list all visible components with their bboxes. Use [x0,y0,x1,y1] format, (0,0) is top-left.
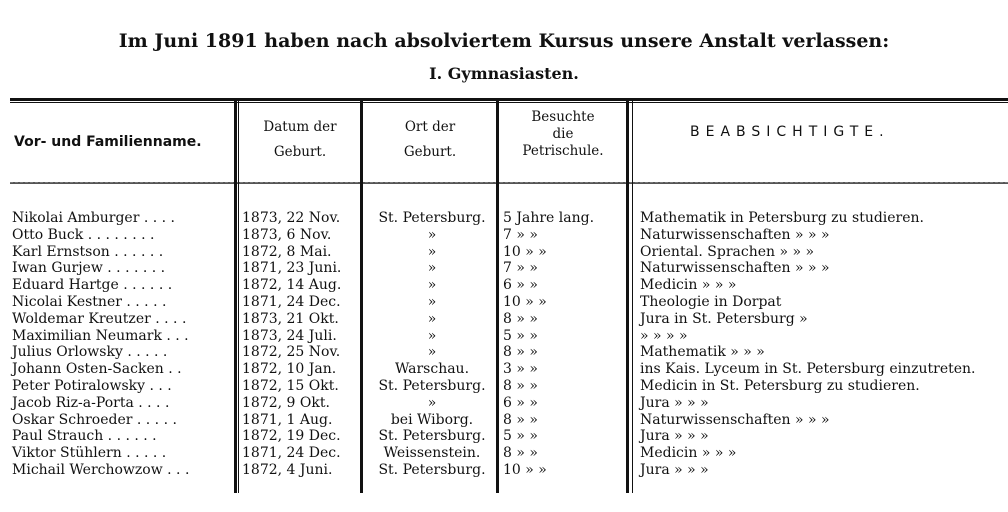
cell-birth-place: bei Wiborg. [390,411,474,428]
table-row [0,361,1008,378]
cell-birth-place: Warschau. [394,361,470,378]
cell-birth-date: 1872, 14 Aug. [242,277,342,294]
cell-birth-place: » [427,310,437,327]
cell-name: Viktor Stühlern . . . . . [12,445,167,462]
cell-name: Paul Strauch . . . . . . [12,428,157,445]
cell-birth-place: St. Petersburg. [378,210,486,226]
cell-birth-date: 1873, 22 Nov. [242,210,341,226]
cell-school-years: 7 » » [503,226,538,243]
cell-birth-date: 1872, 10 Jan. [242,361,337,378]
section-subtitle: I. Gymnasiasten. [429,64,579,83]
cell-school-years: 10 » » [503,243,547,260]
cell-name: Johann Osten-Sacken . . [12,361,182,378]
cell-birth-place: St. Petersburg. [378,377,486,394]
cell-school-years: 6 » » [503,277,538,294]
cell-school-years: 8 » » [503,411,538,428]
cell-intended-study: Medicin » » » [640,445,737,462]
cell-school-years: 3 » » [503,361,538,378]
cell-birth-place: » [427,226,437,243]
table-row [0,328,1008,345]
header-date-line1: Datum der [263,119,337,135]
header-date-line2: Geburt. [273,144,327,160]
table-top-rule [10,98,1008,101]
cell-intended-study: Medicin in St. Petersburg zu studieren. [640,377,920,394]
table-row [0,227,1008,244]
header-place [364,117,496,163]
cell-intended-study: Jura » » » [640,394,709,411]
cell-intended-study: » » » » [640,327,688,344]
cell-school-years: 5 » » [503,428,538,445]
cell-birth-date: 1873, 6 Nov. [242,226,332,243]
cell-birth-date: 1872, 8 Mai. [242,243,332,260]
cell-name: Julius Orlowsky . . . . . [12,344,168,361]
cell-birth-date: 1872, 15 Okt. [242,377,339,394]
table-top-rule-thin [10,102,1008,103]
header-school-line2: die [552,126,574,142]
table-row [0,210,1008,227]
header-divider [10,182,1008,184]
cell-birth-date: 1871, 24 Dec. [242,293,341,310]
cell-school-years: 8 » » [503,310,538,327]
header-school-line3: Petrischule. [522,143,604,159]
cell-birth-place: Weissenstein. [383,445,481,462]
cell-name: Eduard Hartge . . . . . . [12,277,173,294]
cell-intended-study: Naturwissenschaften » » » [640,226,830,243]
cell-birth-date: 1872, 19 Dec. [242,428,341,445]
cell-school-years: 5 » » [503,327,538,344]
cell-school-years: 8 » » [503,445,538,462]
cell-birth-date: 1871, 1 Aug. [242,411,333,428]
graduates-table-body [0,210,1008,479]
cell-name: Peter Potiralowsky . . . [12,377,172,394]
header-place-line2: Geburt. [403,144,457,160]
cell-birth-date: 1873, 24 Juli. [242,327,337,344]
cell-name: Nikolai Amburger . . . . [12,210,175,226]
table-row [0,445,1008,462]
table-row [0,395,1008,412]
cell-name: Michail Werchowzow . . . [12,461,190,478]
cell-birth-place: » [427,327,437,344]
cell-birth-date: 1872, 25 Nov. [242,344,341,361]
document-title: Im Juni 1891 haben nach absolviertem Kursus unsere Anstalt verlassen: [118,30,890,52]
cell-school-years: 10 » » [503,461,547,478]
cell-name: Iwan Gurjew . . . . . . . [12,260,166,277]
cell-intended-study: Jura » » » [640,428,709,445]
cell-intended-study: Mathematik in Petersburg zu studieren. [640,210,924,226]
cell-intended-study: Medicin » » » [640,277,737,294]
cell-birth-date: 1871, 23 Juni. [242,260,342,277]
table-row [0,344,1008,361]
table-row [0,277,1008,294]
table-row [0,311,1008,328]
table-row [0,378,1008,395]
cell-intended-study: Naturwissenschaften » » » [640,260,830,277]
header-school-line1: Besuchte [531,109,595,125]
cell-name: Jacob Riz-a-Porta . . . . [12,394,170,411]
cell-school-years: 10 » » [503,293,547,310]
cell-birth-place: » [427,394,437,411]
cell-birth-place: » [427,277,437,294]
cell-intended-study: Naturwissenschaften » » » [640,411,830,428]
header-name: Vor- und Familienname. [14,134,202,150]
table-row [0,412,1008,429]
cell-intended-study: Oriental. Sprachen » » » [640,243,815,260]
cell-birth-date: 1872, 4 Juni. [242,461,333,478]
header-plan: BEABSICHTIGTE. [690,124,890,140]
cell-name: Otto Buck . . . . . . . . [12,226,155,243]
table-row [0,462,1008,479]
cell-school-years: 5 Jahre lang. [503,210,595,226]
cell-school-years: 8 » » [503,377,538,394]
cell-name: Nicolai Kestner . . . . . [12,293,167,310]
cell-birth-date: 1871, 24 Dec. [242,445,341,462]
cell-birth-place: St. Petersburg. [378,461,486,478]
cell-school-years: 7 » » [503,260,538,277]
cell-school-years: 6 » » [503,394,538,411]
cell-intended-study: Jura » » » [640,461,709,478]
cell-birth-place: » [427,260,437,277]
cell-birth-date: 1872, 9 Okt. [242,394,330,411]
cell-birth-place: St. Petersburg. [378,428,486,445]
header-date [240,117,360,163]
cell-name: Woldemar Kreutzer . . . . [12,310,187,327]
cell-birth-date: 1873, 21 Okt. [242,310,339,327]
table-row [0,260,1008,277]
cell-school-years: 8 » » [503,344,538,361]
table-row [0,294,1008,311]
cell-intended-study: Theologie in Dorpat [640,293,782,310]
cell-name: Karl Ernstson . . . . . . [12,243,164,260]
cell-intended-study: ins Kais. Lyceum in St. Petersburg einzutreten. [640,361,976,378]
table-row [0,428,1008,445]
cell-birth-place: » [427,344,437,361]
table-row [0,244,1008,261]
cell-birth-place: » [427,243,437,260]
cell-birth-place: » [427,293,437,310]
cell-name: Oskar Schroeder . . . . . [12,411,177,428]
cell-intended-study: Mathematik » » » [640,344,765,361]
cell-name: Maximilian Neumark . . . [12,327,189,344]
header-place-line1: Ort der [404,119,456,135]
cell-intended-study: Jura in St. Petersburg » [640,310,808,327]
header-school [500,109,626,160]
